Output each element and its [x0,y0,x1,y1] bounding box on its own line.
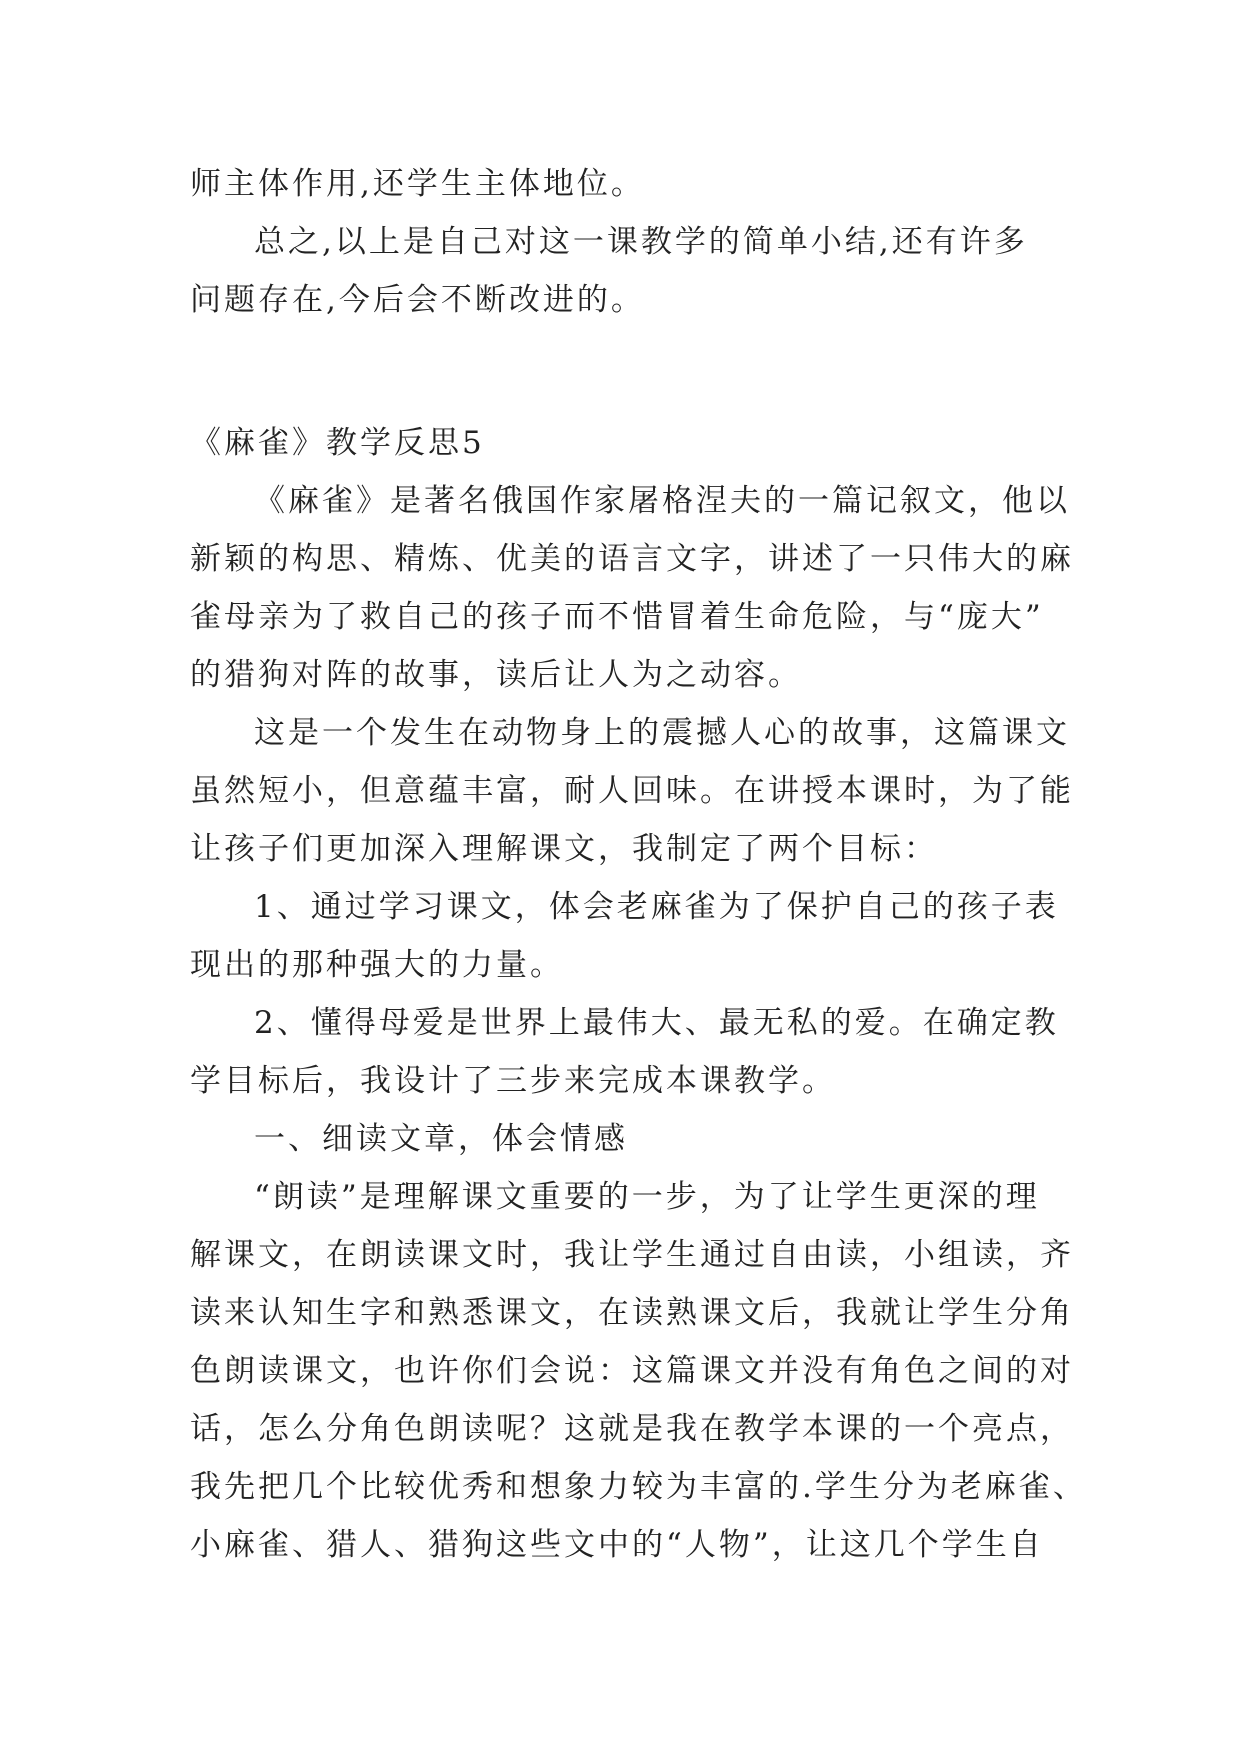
text-line: 《麻雀》是著名俄国作家屠格涅夫的一篇记叙文，他以 [254,483,1070,519]
text-line: 解课文，在朗读课文时，我让学生通过自由读，小组读，齐 [190,1237,1074,1273]
text-line: 小麻雀、猎人、猎狗这些文中的“人物”，让这几个学生自 [190,1527,1044,1563]
paragraph-continued [190,155,1055,213]
paragraph-1 [190,472,1074,704]
paragraph-3 [190,878,1059,994]
text-line: 现出的那种强大的力量。 [190,947,564,983]
text-line: 2、懂得母爱是世界上最伟大、最无私的爱。在确定教 [254,1005,1059,1041]
text-line: 雀母亲为了救自己的孩子而不惜冒着生命危险，与“庞大” [190,599,1044,635]
text-line: 的猎狗对阵的故事，读后让人为之动容。 [190,657,802,693]
text-line: 色朗读课文，也许你们会说：这篇课文并没有角色之间的对 [190,1353,1074,1389]
paragraph-summary [190,213,1055,329]
text-line: 我先把几个比较优秀和想象力较为丰富的.学生分为老麻雀、 [190,1469,1087,1505]
paragraph-5 [190,1110,1055,1168]
text-line: 虽然短小，但意蕴丰富，耐人回味。在讲授本课时，为了能 [190,773,1074,809]
text-line: 让孩子们更加深入理解课文，我制定了两个目标： [190,831,938,867]
text-line: 总之,以上是自己对这一课教学的简单小结,还有许多 [254,224,1028,260]
text-line: 新颖的构思、精炼、优美的语言文字，讲述了一只伟大的麻 [190,541,1074,577]
text-line: 学目标后，我设计了三步来完成本课教学。 [190,1063,836,1099]
text-line: 一、细读文章，体会情感 [254,1121,628,1157]
section-gap [190,329,1055,414]
paragraph-2 [190,704,1074,878]
text-line: 这是一个发生在动物身上的震撼人心的故事，这篇课文 [254,715,1070,751]
text-line: 1、通过学习课文，体会老麻雀为了保护自己的孩子表 [254,889,1059,925]
document-page [190,155,1087,1574]
paragraph-6 [190,1168,1087,1574]
text-line: 问题存在,今后会不断改进的。 [190,282,645,318]
paragraph-4 [190,994,1059,1110]
text-line: “朗读”是理解课文重要的一步，为了让学生更深的理 [254,1179,1040,1215]
text-line: 话，怎么分角色朗读呢？这就是我在教学本课的一个亮点， [190,1411,1074,1447]
text-line: 师主体作用,还学生主体地位。 [190,166,645,202]
text-line: 读来认知生字和熟悉课文，在读熟课文后，我就让学生分角 [190,1295,1074,1331]
section-heading: 《麻雀》教学反思5 [190,425,485,461]
